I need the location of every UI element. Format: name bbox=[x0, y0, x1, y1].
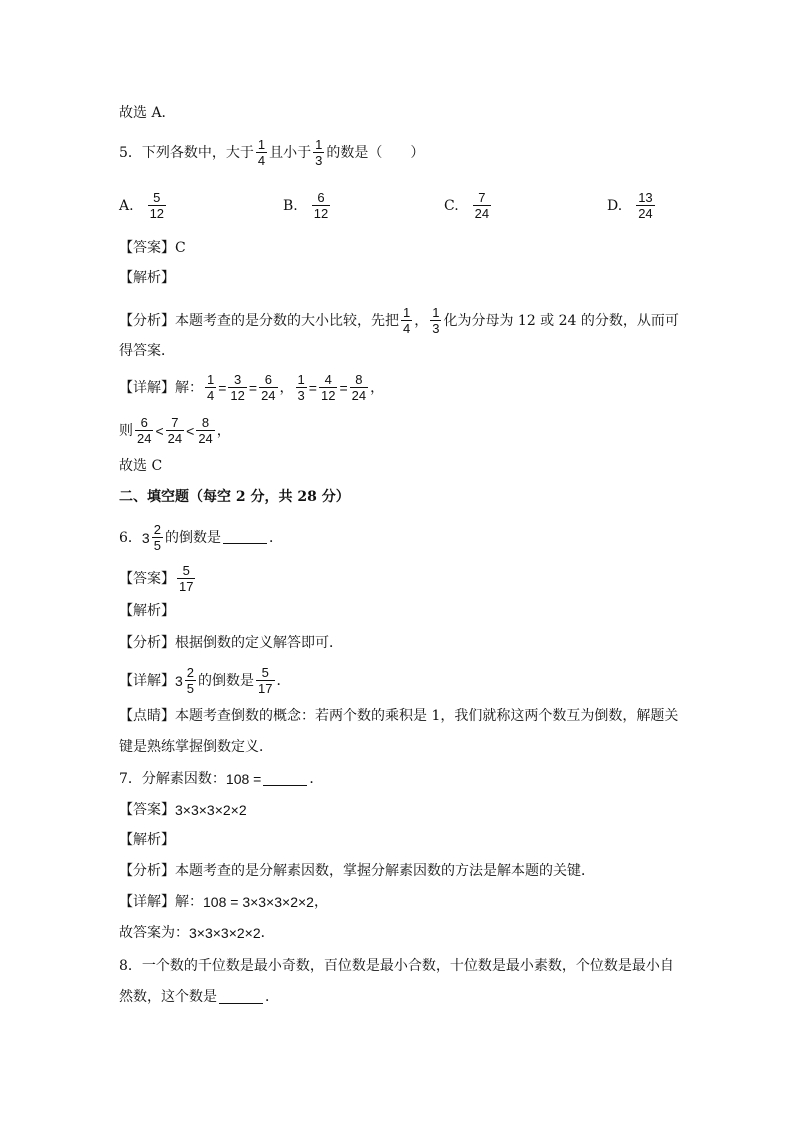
option-a: A. $\frac{5}{12}$ bbox=[119, 190, 165, 221]
q6-answer: 【答案】 $\frac{5}{17}$ bbox=[119, 563, 194, 594]
q5-stem-mid: 且小于 bbox=[269, 144, 312, 161]
q5-stem-tail: 的数是（ ） bbox=[326, 144, 425, 161]
fraction: $\frac{1}{4}$ bbox=[257, 137, 266, 168]
question-5 bbox=[119, 137, 424, 168]
q5-answer: 【答案】C bbox=[119, 240, 186, 256]
q6-detail: 【详解】 3 $\frac{2}{5}$ 的倒数是 $\frac{5}{17}$ ． bbox=[119, 665, 291, 696]
q5-detail: 【详解】解： $\frac{1}{4}$ = $\frac{3}{12}$ = $\frac{6}{24}$ ， $\frac{1}{3}$ = $\frac{4}{12}$ = $\frac{8}{24}$ ， bbox=[119, 372, 385, 403]
option-c: C. $\frac{7}{24}$ bbox=[444, 190, 490, 221]
fraction: $\frac{6}{12}$ bbox=[313, 190, 329, 221]
fraction: $\frac{13}{24}$ bbox=[638, 190, 653, 221]
q5-analysis-cont: 得答案． bbox=[119, 343, 175, 359]
fraction: $\frac{1}{3}$ bbox=[315, 137, 323, 168]
fraction: $\frac{7}{24}$ bbox=[474, 190, 490, 221]
option-b: B. $\frac{6}{12}$ bbox=[283, 190, 329, 221]
question-8: 8．一个数的千位数是最小奇数，百位数是最小合数，十位数是最小素数，个位数是最小自 bbox=[119, 958, 674, 974]
question-7: 7．分解素因数： 108 = ． bbox=[119, 771, 324, 787]
question-8-cont: 然数，这个数是 ． bbox=[119, 989, 279, 1005]
q7-detail: 【详解】解： 108 = 3×3×3×2×2 ， bbox=[119, 894, 328, 910]
answer-blank bbox=[263, 773, 307, 786]
q5-analysis: 【分析】本题考查的是分数的大小比较，先把 $\frac{1}{4}$ ， $\frac{1}{3}$ 化为分母为 12 或 24 的分数，从而可 bbox=[119, 305, 679, 336]
fraction: $\frac{5}{12}$ bbox=[149, 190, 165, 221]
fraction: $\frac{1}{3}$ bbox=[432, 305, 440, 336]
answer-blank bbox=[219, 991, 263, 1004]
q7-final: 故答案为： 3×3×3×2×2 ． bbox=[119, 925, 275, 941]
answer-blank bbox=[223, 531, 267, 544]
q6-note: 【点睛】本题考查倒数的概念：若两个数的乘积是 1，我们就称这两个数互为倒数，解题关 bbox=[119, 708, 679, 724]
option-d: D. $\frac{13}{24}$ bbox=[607, 190, 653, 221]
section-heading: 二、填空题（每空 2 分，共 28 分） bbox=[119, 489, 350, 505]
q6-note-cont: 键是熟练掌握倒数定义． bbox=[119, 739, 273, 755]
q7-analysis-heading: 【解析】 bbox=[119, 832, 175, 848]
q6-analysis-heading: 【解析】 bbox=[119, 603, 175, 619]
fraction: $\frac{1}{4}$ bbox=[403, 305, 411, 336]
q7-answer: 【答案】 3×3×3×2×2 bbox=[119, 802, 247, 818]
q5-choice: 故选 C bbox=[119, 458, 163, 474]
q5-analysis-heading: 【解析】 bbox=[119, 270, 175, 286]
q5-comparison: 则 $\frac{6}{24}$ < $\frac{7}{24}$ < $\frac{8}{24}$ ， bbox=[119, 415, 231, 446]
text: 故选 A． bbox=[119, 105, 176, 121]
q5-stem: 5．下列各数中，大于 bbox=[119, 144, 254, 161]
conclusion-line bbox=[119, 103, 176, 123]
q7-analysis: 【分析】本题考查的是分解素因数，掌握分解素因数的方法是解本题的关键． bbox=[119, 863, 595, 879]
q6-analysis: 【分析】根据倒数的定义解答即可． bbox=[119, 635, 343, 651]
question-6: 6． 3 $\frac{2}{5}$ 的倒数是 ． bbox=[119, 522, 283, 553]
